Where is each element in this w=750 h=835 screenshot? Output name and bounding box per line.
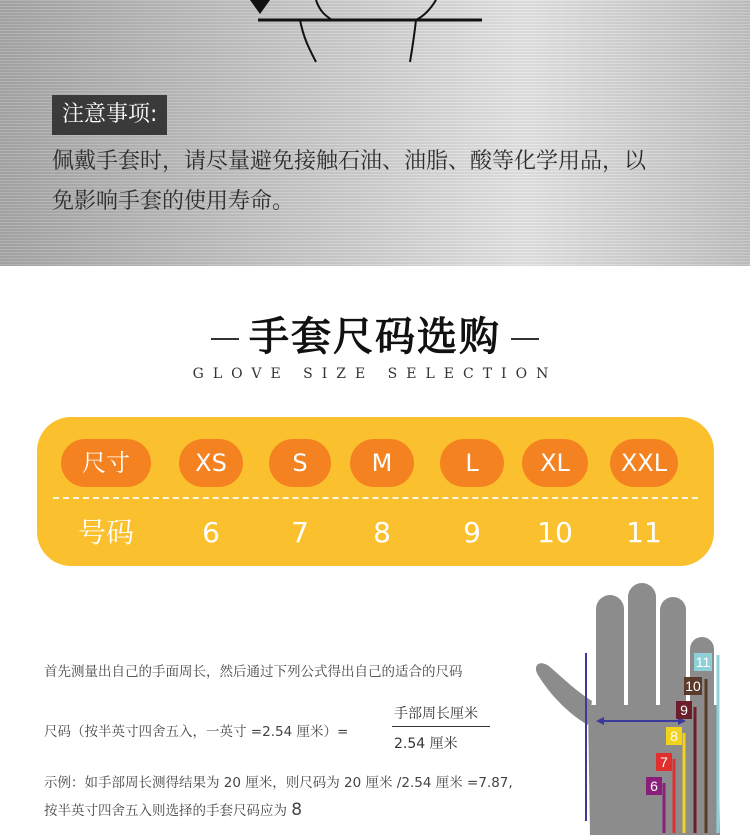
number-cell-8: 8 [373, 516, 391, 549]
section-title [0, 305, 750, 362]
example-line-1: 示例：如手部周长测得结果为 20 厘米，则尺码为 20 厘米 /2.54 厘米 =7.87, [44, 775, 513, 791]
example-line-2-text: 按半英寸四舍五入则选择的手套尺码应为 [44, 803, 287, 819]
size-header: 尺寸 [61, 439, 151, 487]
notice-text [52, 142, 712, 222]
size-cell-xs: XS [179, 439, 243, 487]
size-table [37, 417, 714, 566]
example-line-2 [44, 799, 302, 820]
size-cell-l: L [440, 439, 504, 487]
number-cell-10: 10 [537, 516, 573, 549]
table-divider [53, 497, 698, 499]
formula-prefix: 尺码（按半英寸四舍五入，一英寸 =2.54 厘米）= [44, 724, 349, 740]
title-dash-right [511, 338, 539, 340]
scale-label-6: 6 [650, 778, 658, 794]
notice-line-1: 佩戴手套时，请尽量避免接触石油、油脂、酸等化学用品，以 [52, 149, 647, 174]
notice-line-2: 免影响手套的使用寿命。 [52, 189, 295, 214]
glove-diagram-fragment [240, 0, 500, 70]
size-cell-xxl: XXL [610, 439, 678, 487]
scale-label-10: 10 [685, 678, 701, 694]
instruction-line: 首先测量出自己的手面周长，然后通过下列公式得出自己的适合的尺码 [44, 664, 463, 680]
formula-fraction-bar [392, 726, 490, 727]
number-cell-6: 6 [202, 516, 220, 549]
title-dash-left [211, 338, 239, 340]
section-subtitle: GLOVE SIZE SELECTION [192, 366, 558, 382]
formula-denominator: 2.54 厘米 [394, 736, 458, 752]
scale-label-11: 11 [695, 654, 711, 670]
section-title-text: 手套尺码选购 [249, 314, 501, 360]
scale-label-7: 7 [660, 754, 668, 770]
number-cell-7: 7 [291, 516, 309, 549]
number-cell-9: 9 [463, 516, 481, 549]
number-header: 号码 [77, 516, 134, 549]
notice-panel [0, 0, 750, 266]
number-cell-11: 11 [626, 516, 662, 549]
size-cell-s: S [269, 439, 331, 487]
scale-label-8: 8 [670, 728, 678, 744]
scale-label-9: 9 [680, 702, 688, 718]
size-cell-xl: XL [522, 439, 588, 487]
example-size-value: 8 [291, 800, 303, 820]
hand-measure-graphic [530, 575, 750, 835]
hand-silhouette [536, 583, 720, 835]
formula-numerator: 手部周长厘米 [394, 706, 478, 722]
size-cell-m: M [350, 439, 414, 487]
notice-label: 注意事项: [52, 95, 167, 135]
